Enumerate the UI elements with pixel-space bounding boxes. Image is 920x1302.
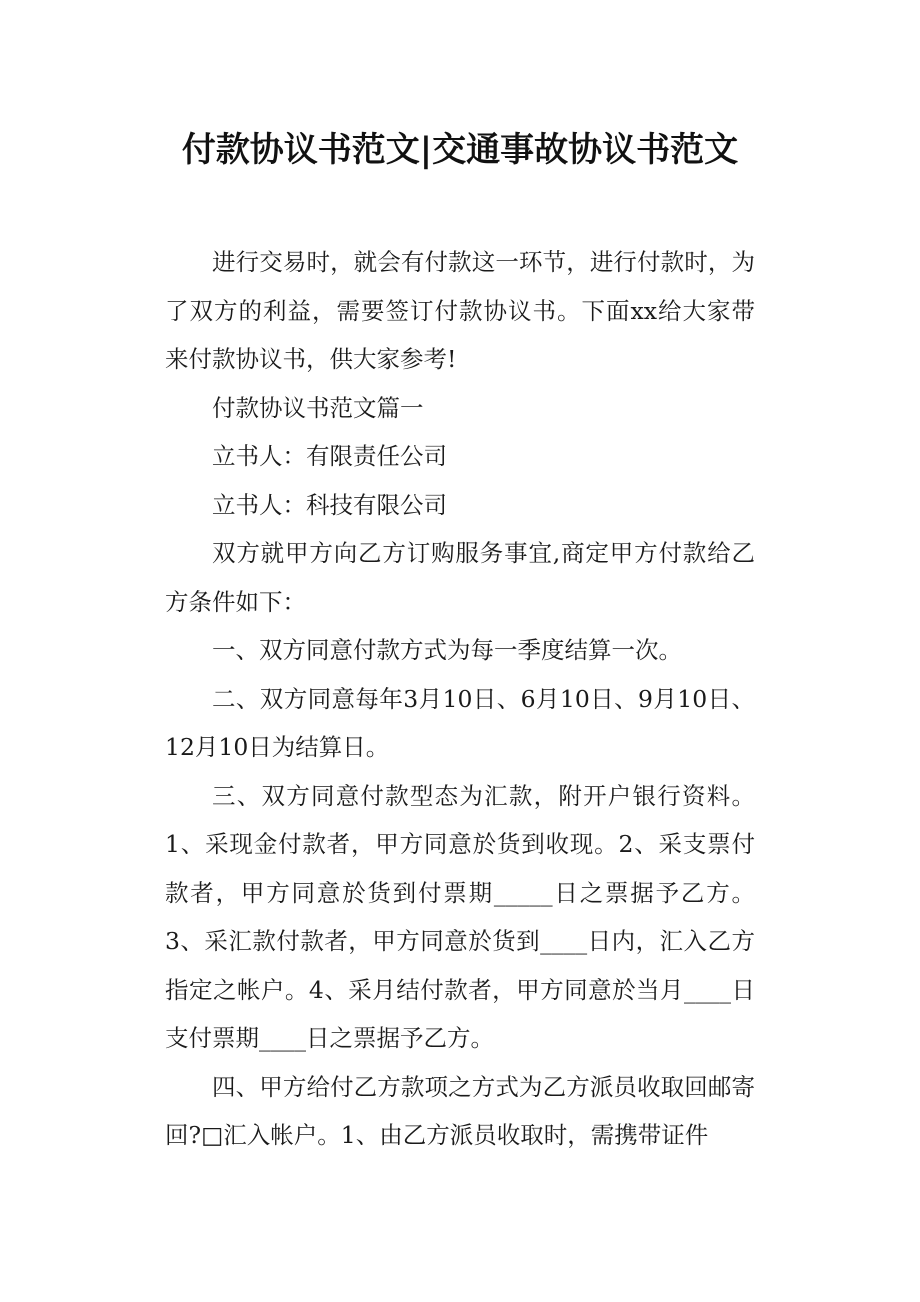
paragraph-preamble: 双方就甲方向乙方订购服务事宜,商定甲方付款给乙方条件如下： [165, 539, 755, 616]
paragraph-clause-2: 二、双方同意每年3月10日、6月10日、9月10日、12月10日为结算日。 [165, 684, 755, 761]
paragraph-clause-1: 一、双方同意付款方式为每一季度结算一次。 [212, 636, 682, 664]
paragraph-section-heading: 付款协议书范文篇一 [212, 393, 424, 422]
paragraph-clause-3: 三、双方同意付款型态为汇款，附开户银行资料。1、采现金付款者，甲方同意於货到收现。2、采支票付款者，甲方同意於货到付票期_____日之票据予乙方。3、采汇款付款者，甲方同意於货到____日内，汇入乙方指定之帐户。4、采月结付款者，甲方同意於当月____日支付票期____日之票据予乙方。 [165, 781, 755, 1052]
paragraph-intro: 进行交易时，就会有付款这一环节，进行付款时，为了双方的利益，需要签订付款协议书。下面xx给大家带来付款协议书，供大家参考! [165, 248, 755, 373]
paragraph-party-a: 立书人：有限责任公司 [212, 442, 447, 470]
paragraph-party-b: 立书人：科技有限公司 [212, 490, 447, 519]
document-body [165, 238, 755, 1160]
paragraph-clause-4: 四、甲方给付乙方款项之方式为乙方派员收取回邮寄回?□汇入帐户。1、由乙方派员收取时，需携带证件 [165, 1072, 755, 1149]
document-title: 付款协议书范文|交通事故协议书范文 [181, 130, 739, 170]
